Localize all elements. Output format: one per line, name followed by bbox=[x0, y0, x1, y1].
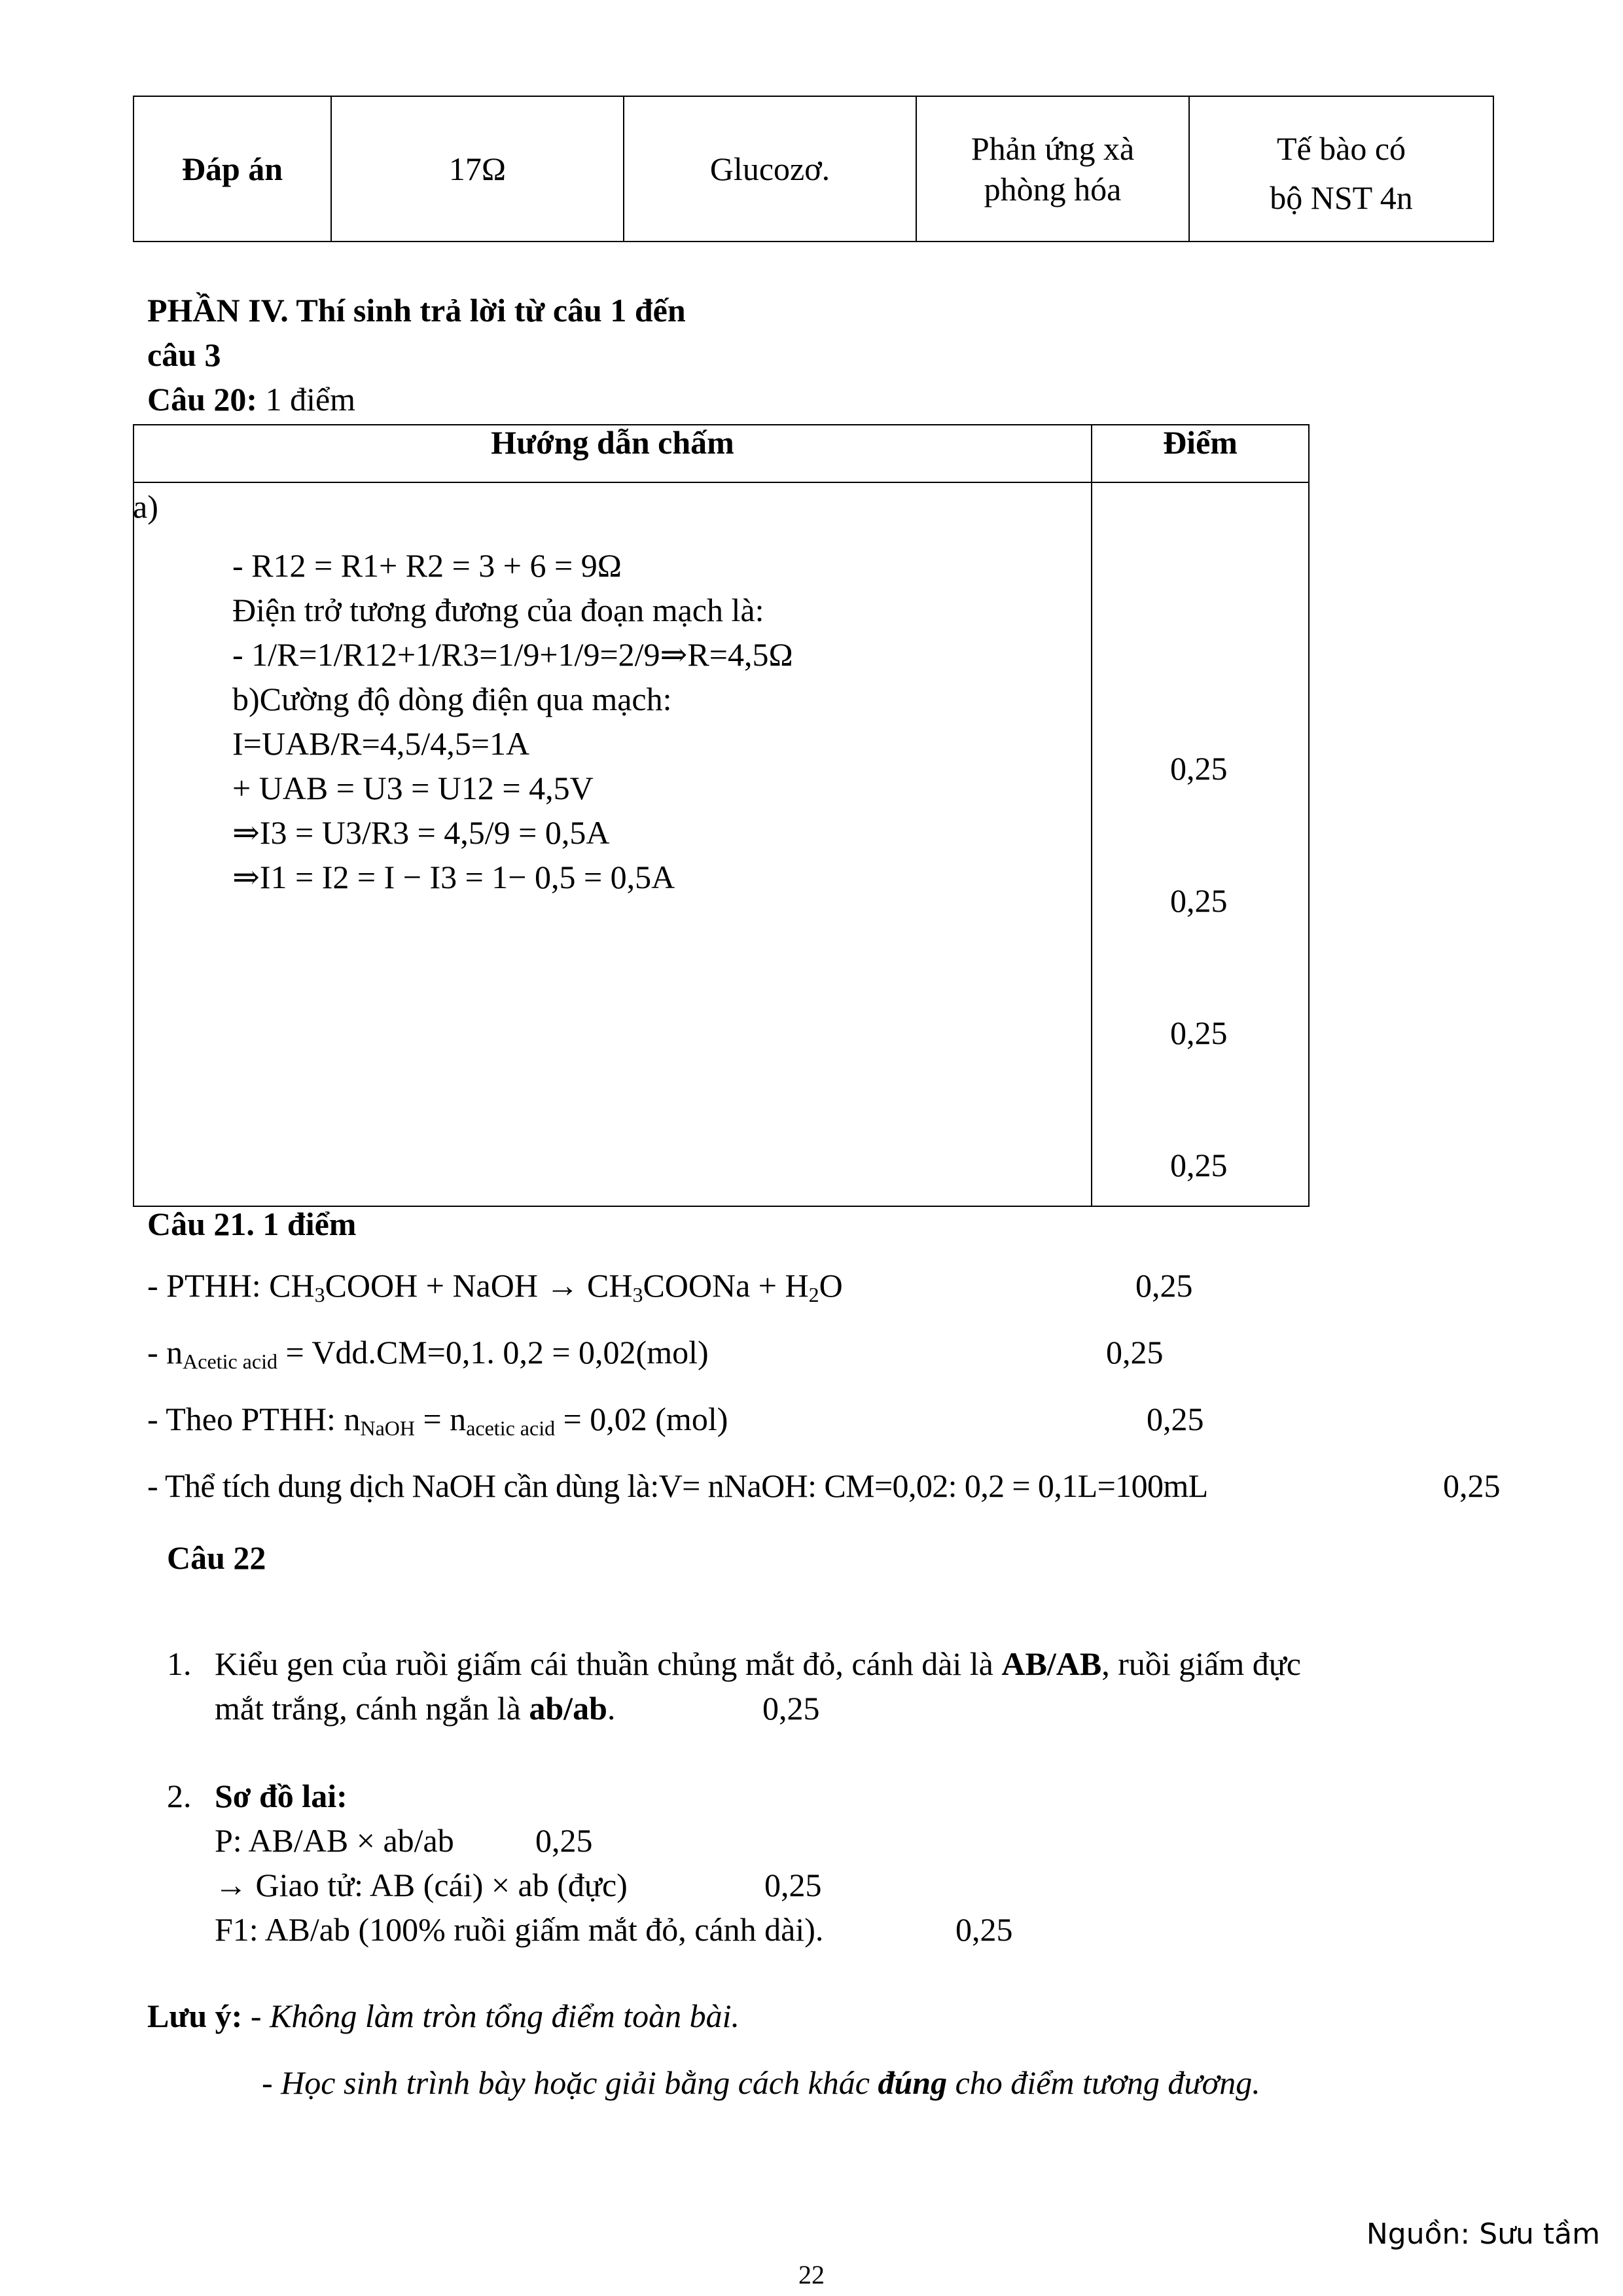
grading-header-row bbox=[134, 425, 1309, 482]
q21-line-3: - Theo PTHH: $n_{NaOH} = n_{acetic acid} = 0,02$ (mol) bbox=[147, 1401, 728, 1440]
guide-line-2: Điện trở tương đương của đoạn mạch là: bbox=[232, 592, 764, 628]
q22-gametes: → Giao tử: AB (cái) × ab (đực) bbox=[215, 1867, 628, 1903]
score-4: 0,25 bbox=[1170, 1147, 1228, 1183]
q22-item-1-line-2: mắt trắng, cánh ngắn là ab/ab. bbox=[215, 1690, 616, 1727]
score-1: 0,25 bbox=[1170, 750, 1228, 787]
score-2: 0,25 bbox=[1170, 882, 1228, 919]
q22-item-1-number: 1. bbox=[167, 1645, 192, 1682]
q22-gametes-score: 0,25 bbox=[764, 1867, 822, 1903]
answer-cell-2: Glucozơ. bbox=[624, 96, 916, 242]
note-line-1: Lưu ý: - Không làm tròn tổng điểm toàn bài. bbox=[147, 1998, 740, 2034]
note-label: Lưu ý: bbox=[147, 1998, 243, 2034]
q22-item-1-line-1: Kiểu gen của ruồi giấm cái thuần chủng mắt đỏ, cánh dài là AB/AB, ruồi giấm đực bbox=[215, 1645, 1301, 1682]
guide-line-1: - R12 = R1+ R2 = 3 + 6 = 9Ω bbox=[232, 547, 622, 584]
q21-heading: Câu 21. 1 điểm bbox=[147, 1206, 357, 1242]
q22-item-2-number: 2. bbox=[167, 1778, 192, 1814]
guide-line-3: - 1/R=1/R12+1/R3=1/9+1/9=2/9⇒R=4,5Ω bbox=[232, 636, 793, 673]
q21-score-1: 0,25 bbox=[1135, 1267, 1193, 1304]
q22-cross-p-score: 0,25 bbox=[535, 1822, 593, 1859]
page-number: 22 bbox=[798, 2260, 825, 2289]
part-a-label: a) bbox=[133, 488, 158, 525]
answer-row bbox=[134, 96, 1493, 242]
answer-cell-3-line-2: phòng hóa bbox=[984, 171, 1122, 207]
answer-cell-4-line-1: Tế bào có bbox=[1276, 130, 1406, 167]
q20-points: 1 điểm bbox=[257, 381, 356, 418]
note-line-2: - Học sinh trình bày hoặc giải bằng cách khác đúng cho điểm tương đương. bbox=[262, 2064, 1260, 2101]
answer-cell-3-line-1: Phản ứng xà bbox=[971, 130, 1135, 167]
answer-label: Đáp án bbox=[134, 96, 331, 242]
answer-cell-4-line-2: bộ NST 4n bbox=[1270, 179, 1413, 216]
q22-cross-p: P: AB/AB × ab/ab bbox=[215, 1822, 454, 1859]
q20-label: Câu 20: bbox=[147, 381, 258, 418]
q22-f1: F1: AB/ab (100% ruồi giấm mắt đỏ, cánh dài). bbox=[215, 1911, 824, 1948]
answer-cell-1: 17Ω bbox=[331, 96, 624, 242]
score-cell bbox=[1092, 482, 1309, 1206]
q21-score-4: 0,25 bbox=[1443, 1467, 1501, 1504]
answer-cell-4 bbox=[1189, 96, 1493, 242]
part4-heading-line-1: PHẦN IV. Thí sinh trả lời từ câu 1 đến bbox=[147, 292, 686, 329]
q22-item-1-score: 0,25 bbox=[762, 1690, 820, 1727]
part4-heading-line-2: câu 3 bbox=[147, 336, 221, 373]
answer-table bbox=[133, 96, 1494, 242]
q21-line-1: - PTHH: $CH_3COOH$ + NaOH → $CH_3COONa + H_2O$ bbox=[147, 1267, 843, 1306]
guide-line-7: ⇒I3 = U3/R3 = 4,5/9 = 0,5A bbox=[232, 814, 610, 851]
q21-score-3: 0,25 bbox=[1147, 1401, 1204, 1437]
column-header-guide: Hướng dẫn chấm bbox=[134, 425, 1092, 482]
q22-heading: Câu 22 bbox=[167, 1539, 266, 1576]
q21-score-2: 0,25 bbox=[1106, 1334, 1164, 1371]
q21-line-4: - Thể tích dung dịch NaOH cần dùng là:V= nNaOH: CM=0,02: 0,2 = 0,1L=100mL bbox=[147, 1467, 1208, 1504]
column-header-score: Điểm bbox=[1092, 425, 1309, 482]
answer-cell-3 bbox=[916, 96, 1189, 242]
guide-line-5: I=UAB/R=4,5/4,5=1A bbox=[232, 725, 530, 762]
guide-line-8: ⇒I1 = I2 = I − I3 = 1− 0,5 = 0,5A bbox=[232, 859, 675, 895]
guide-line-6: + UAB = U3 = U12 = 4,5V bbox=[232, 770, 594, 806]
q20-heading bbox=[147, 377, 355, 422]
q22-item-2-title: Sơ đồ lai: bbox=[215, 1778, 348, 1814]
guide-line-4: b)Cường độ dòng điện qua mạch: bbox=[232, 681, 672, 717]
score-3: 0,25 bbox=[1170, 1014, 1228, 1051]
footer-source: Nguồn: Sưu tầm bbox=[1366, 2217, 1600, 2251]
q22-f1-score: 0,25 bbox=[955, 1911, 1013, 1948]
q21-line-2: - $n_{Acetic acid} = Vdd.CM=0,1$. 0,2 = 0,02(mol) bbox=[147, 1334, 709, 1373]
